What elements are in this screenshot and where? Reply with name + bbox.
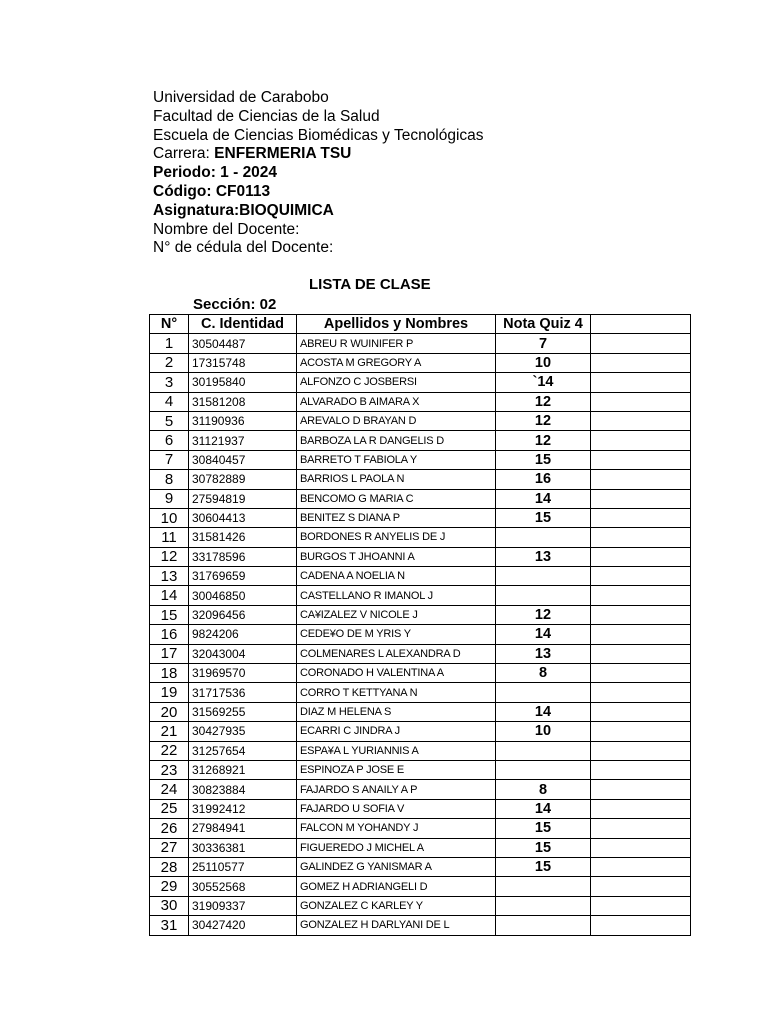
row-number: 17	[150, 644, 189, 663]
class-roster-table	[149, 314, 691, 936]
table-row	[150, 722, 691, 741]
row-number: 29	[150, 877, 189, 896]
row-number: 6	[150, 431, 189, 450]
row-grade: 12	[496, 411, 591, 430]
row-grade: 8	[496, 664, 591, 683]
table-row	[150, 489, 691, 508]
table-header-row	[150, 315, 691, 334]
row-grade: 8	[496, 780, 591, 799]
row-extra	[591, 741, 691, 760]
table-body	[150, 334, 691, 935]
header-number: N°	[150, 315, 189, 334]
row-grade	[496, 683, 591, 702]
row-extra	[591, 392, 691, 411]
row-grade: 15	[496, 508, 591, 527]
row-extra	[591, 489, 691, 508]
row-grade	[496, 528, 591, 547]
row-grade: 12	[496, 431, 591, 450]
row-extra	[591, 857, 691, 876]
row-name: CORONADO H VALENTINA A	[297, 664, 496, 683]
row-extra	[591, 411, 691, 430]
row-identity: 30046850	[189, 586, 297, 605]
row-grade: 15	[496, 838, 591, 857]
table-row	[150, 799, 691, 818]
row-name: GONZALEZ H DARLYANI DE L	[297, 916, 496, 935]
row-name: ABREU R WUINIFER P	[297, 334, 496, 353]
row-grade: 14	[496, 489, 591, 508]
row-extra	[591, 780, 691, 799]
row-number: 31	[150, 916, 189, 935]
table-row	[150, 605, 691, 624]
row-grade: 10	[496, 353, 591, 372]
row-grade: 13	[496, 547, 591, 566]
row-number: 21	[150, 722, 189, 741]
row-identity: 30504487	[189, 334, 297, 353]
table-row	[150, 450, 691, 469]
row-identity: 9824206	[189, 625, 297, 644]
row-name: BENCOMO G MARIA C	[297, 489, 496, 508]
row-extra	[591, 760, 691, 779]
row-identity: 30823884	[189, 780, 297, 799]
row-grade	[496, 567, 591, 586]
row-identity: 31969570	[189, 664, 297, 683]
table-row	[150, 528, 691, 547]
row-number: 16	[150, 625, 189, 644]
row-name: ALVARADO B AIMARA X	[297, 392, 496, 411]
row-identity: 31569255	[189, 702, 297, 721]
row-number: 22	[150, 741, 189, 760]
code-line: Código: CF0113	[153, 182, 271, 200]
table-row	[150, 586, 691, 605]
row-extra	[591, 373, 691, 392]
row-number: 24	[150, 780, 189, 799]
row-name: FAJARDO U SOFIA V	[297, 799, 496, 818]
row-grade: 14	[496, 625, 591, 644]
row-name: BARBOZA LA R DANGELIS D	[297, 431, 496, 450]
row-name: DIAZ M HELENA S	[297, 702, 496, 721]
row-identity: 30427935	[189, 722, 297, 741]
row-number: 4	[150, 392, 189, 411]
row-grade	[496, 760, 591, 779]
row-identity: 30336381	[189, 838, 297, 857]
row-number: 15	[150, 605, 189, 624]
row-number: 14	[150, 586, 189, 605]
row-identity: 30427420	[189, 916, 297, 935]
row-identity: 31769659	[189, 567, 297, 586]
row-number: 7	[150, 450, 189, 469]
row-number: 3	[150, 373, 189, 392]
row-name: BARRETO T FABIOLA Y	[297, 450, 496, 469]
row-extra	[591, 644, 691, 663]
row-identity: 31992412	[189, 799, 297, 818]
header-quiz-grade: Nota Quiz 4	[496, 315, 591, 334]
row-extra	[591, 838, 691, 857]
table-row	[150, 334, 691, 353]
row-number: 12	[150, 547, 189, 566]
row-extra	[591, 916, 691, 935]
table-row	[150, 644, 691, 663]
career-label: Carrera:	[153, 145, 215, 163]
row-extra	[591, 334, 691, 353]
row-grade: 13	[496, 644, 591, 663]
row-identity: 27984941	[189, 819, 297, 838]
row-identity: 33178596	[189, 547, 297, 566]
row-name: CADENA A NOELIA N	[297, 567, 496, 586]
row-number: 13	[150, 567, 189, 586]
row-identity: 25110577	[189, 857, 297, 876]
row-extra	[591, 664, 691, 683]
row-extra	[591, 450, 691, 469]
row-name: FIGUEREDO J MICHEL A	[297, 838, 496, 857]
period-line: Periodo: 1 - 2024	[153, 164, 278, 182]
row-number: 9	[150, 489, 189, 508]
row-extra	[591, 722, 691, 741]
table-row	[150, 567, 691, 586]
university-name: Universidad de Carabobo	[153, 89, 329, 106]
career-line	[153, 145, 484, 164]
row-extra	[591, 702, 691, 721]
row-identity: 17315748	[189, 353, 297, 372]
row-extra	[591, 896, 691, 915]
row-name: FAJARDO S ANAILY A P	[297, 780, 496, 799]
row-grade: 15	[496, 450, 591, 469]
row-grade	[496, 877, 591, 896]
row-grade: 15	[496, 819, 591, 838]
row-grade: 10	[496, 722, 591, 741]
row-identity: 32096456	[189, 605, 297, 624]
row-identity: 27594819	[189, 489, 297, 508]
row-name: BENITEZ S DIANA P	[297, 508, 496, 527]
row-grade: `14	[496, 373, 591, 392]
row-number: 28	[150, 857, 189, 876]
row-number: 25	[150, 799, 189, 818]
row-extra	[591, 683, 691, 702]
row-name: ECARRI C JINDRA J	[297, 722, 496, 741]
row-number: 11	[150, 528, 189, 547]
header-extra	[591, 315, 691, 334]
table-row	[150, 664, 691, 683]
row-extra	[591, 605, 691, 624]
row-extra	[591, 819, 691, 838]
subject-line: Asignatura:BIOQUIMICA	[153, 201, 334, 219]
row-name: CASTELLANO R IMANOL J	[297, 586, 496, 605]
table-row	[150, 547, 691, 566]
row-grade: 14	[496, 702, 591, 721]
table-row	[150, 916, 691, 935]
section-label: Sección: 02	[193, 296, 277, 313]
row-identity: 31581208	[189, 392, 297, 411]
table-row	[150, 896, 691, 915]
row-extra	[591, 877, 691, 896]
row-grade: 16	[496, 470, 591, 489]
row-identity: 30552568	[189, 877, 297, 896]
row-name: CEDE¥O DE M YRIS Y	[297, 625, 496, 644]
table-row	[150, 373, 691, 392]
row-grade: 15	[496, 857, 591, 876]
row-extra	[591, 470, 691, 489]
row-grade	[496, 896, 591, 915]
row-grade: 12	[496, 392, 591, 411]
row-identity: 31257654	[189, 741, 297, 760]
row-name: ACOSTA M GREGORY A	[297, 353, 496, 372]
table-row	[150, 780, 691, 799]
row-number: 5	[150, 411, 189, 430]
row-extra	[591, 799, 691, 818]
table-row	[150, 741, 691, 760]
row-identity: 31190936	[189, 411, 297, 430]
row-identity: 31581426	[189, 528, 297, 547]
row-identity: 31268921	[189, 760, 297, 779]
row-number: 23	[150, 760, 189, 779]
row-name: GONZALEZ C KARLEY Y	[297, 896, 496, 915]
row-number: 27	[150, 838, 189, 857]
school-name: Escuela de Ciencias Biomédicas y Tecnológicas	[153, 126, 484, 144]
row-name: BARRIOS L PAOLA N	[297, 470, 496, 489]
header-names: Apellidos y Nombres	[297, 315, 496, 334]
teacher-id-label: N° de cédula del Docente:	[153, 239, 334, 257]
table-row	[150, 625, 691, 644]
row-name: GALINDEZ G YANISMAR A	[297, 857, 496, 876]
table-row	[150, 819, 691, 838]
document-header	[153, 89, 484, 258]
row-number: 30	[150, 896, 189, 915]
row-identity: 30840457	[189, 450, 297, 469]
row-name: FALCON M YOHANDY J	[297, 819, 496, 838]
table-row	[150, 702, 691, 721]
row-extra	[591, 567, 691, 586]
list-title: LISTA DE CLASE	[309, 276, 431, 293]
row-number: 2	[150, 353, 189, 372]
row-number: 19	[150, 683, 189, 702]
row-name: CA¥IZALEZ V NICOLE J	[297, 605, 496, 624]
row-name: GOMEZ H ADRIANGELI D	[297, 877, 496, 896]
row-grade	[496, 916, 591, 935]
table-row	[150, 508, 691, 527]
row-extra	[591, 528, 691, 547]
row-number: 1	[150, 334, 189, 353]
row-grade: 12	[496, 605, 591, 624]
row-grade: 7	[496, 334, 591, 353]
row-number: 8	[150, 470, 189, 489]
row-name: ALFONZO C JOSBERSI	[297, 373, 496, 392]
row-extra	[591, 508, 691, 527]
row-identity: 30604413	[189, 508, 297, 527]
row-name: ESPA¥A L YURIANNIS A	[297, 741, 496, 760]
row-number: 20	[150, 702, 189, 721]
row-name: COLMENARES L ALEXANDRA D	[297, 644, 496, 663]
table-row	[150, 392, 691, 411]
table-row	[150, 431, 691, 450]
table-row	[150, 411, 691, 430]
row-number: 26	[150, 819, 189, 838]
row-name: AREVALO D BRAYAN D	[297, 411, 496, 430]
table-row	[150, 470, 691, 489]
table-row	[150, 877, 691, 896]
row-identity: 32043004	[189, 644, 297, 663]
row-identity: 31121937	[189, 431, 297, 450]
faculty-name: Facultad de Ciencias de la Salud	[153, 107, 380, 125]
row-name: BURGOS T JHOANNI A	[297, 547, 496, 566]
row-number: 10	[150, 508, 189, 527]
row-name: CORRO T KETTYANA N	[297, 683, 496, 702]
table-row	[150, 683, 691, 702]
row-grade: 14	[496, 799, 591, 818]
row-identity: 30195840	[189, 373, 297, 392]
table-row	[150, 857, 691, 876]
row-grade	[496, 586, 591, 605]
row-number: 18	[150, 664, 189, 683]
header-identity: C. Identidad	[189, 315, 297, 334]
row-extra	[591, 586, 691, 605]
row-identity: 31909337	[189, 896, 297, 915]
row-name: BORDONES R ANYELIS DE J	[297, 528, 496, 547]
table-row	[150, 760, 691, 779]
career-value: ENFERMERIA TSU	[214, 145, 352, 163]
table-row	[150, 838, 691, 857]
teacher-name-label: Nombre del Docente:	[153, 220, 300, 238]
table-row	[150, 353, 691, 372]
row-extra	[591, 625, 691, 644]
row-identity: 31717536	[189, 683, 297, 702]
row-extra	[591, 547, 691, 566]
row-grade	[496, 741, 591, 760]
row-name: ESPINOZA P JOSE E	[297, 760, 496, 779]
row-extra	[591, 353, 691, 372]
row-identity: 30782889	[189, 470, 297, 489]
row-extra	[591, 431, 691, 450]
